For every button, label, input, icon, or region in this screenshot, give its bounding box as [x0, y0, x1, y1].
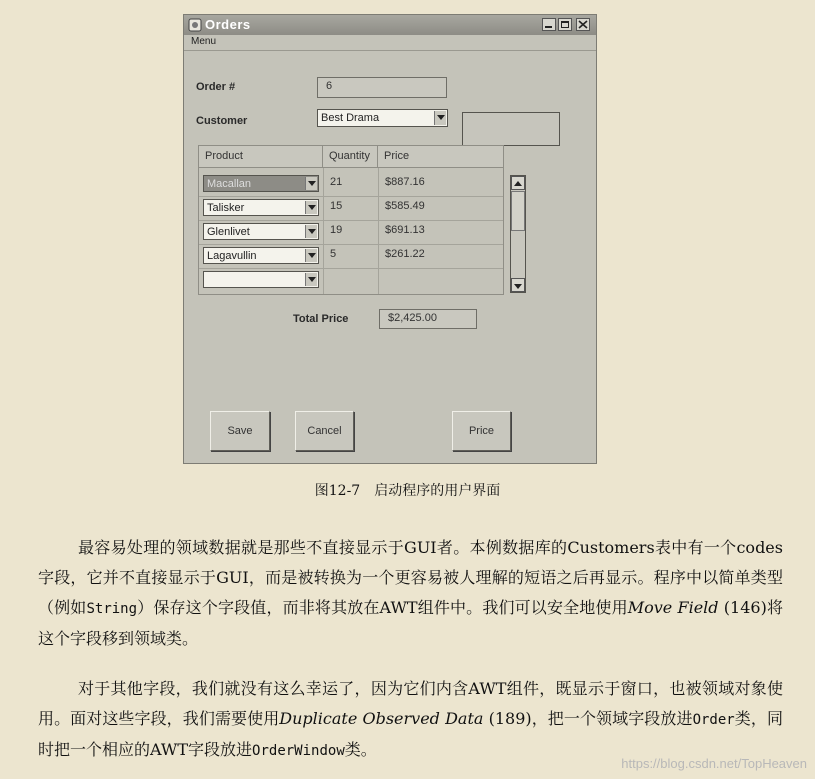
window-title: Orders [205, 17, 251, 32]
chevron-down-icon[interactable] [434, 111, 446, 125]
order-lines-table [198, 145, 504, 295]
orders-window [183, 14, 597, 464]
product-value: Talisker [207, 202, 245, 214]
table-row[interactable] [199, 268, 503, 292]
column-header-price[interactable]: Price [378, 146, 503, 168]
p2-code-1: Order [692, 712, 735, 728]
quantity-cell[interactable]: 19 [330, 224, 343, 236]
title-bar[interactable] [184, 15, 596, 35]
quantity-cell[interactable]: 5 [330, 248, 337, 260]
column-header-product[interactable]: Product [199, 146, 323, 168]
customer-value: Best Drama [321, 112, 380, 124]
p2-code-2: OrderWindow [252, 743, 345, 759]
customer-label: Customer [196, 115, 248, 127]
p2-text-d: 类。 [344, 740, 377, 759]
product-combo[interactable] [203, 271, 319, 288]
app-icon [188, 18, 202, 32]
scrollbar-thumb[interactable] [511, 191, 525, 231]
chevron-down-icon[interactable] [305, 201, 317, 214]
figure-caption: 图12-7 启动程序的用户界面 [314, 483, 501, 499]
quantity-cell[interactable]: 15 [330, 200, 343, 212]
scroll-down-icon[interactable] [511, 278, 525, 292]
order-number-label: Order # [196, 81, 236, 93]
chevron-down-icon[interactable] [305, 249, 317, 262]
p2-text-a: 对于其他字段，我们就没有这么幸运了，因为它们内含AWT组件，既显示于窗口，也被领域对象使用。面对这些字段，我们需要使用 [38, 679, 783, 728]
total-price-label: Total Price [293, 313, 349, 325]
chevron-down-icon[interactable] [305, 225, 317, 238]
minimize-button[interactable] [542, 18, 556, 31]
product-combo[interactable] [203, 175, 319, 192]
watermark: https://blog.csdn.net/TopHeaven [621, 756, 807, 771]
table-row[interactable] [199, 220, 503, 245]
price-button[interactable]: Price [452, 411, 511, 451]
chevron-down-icon[interactable] [305, 177, 317, 190]
maximize-button[interactable] [558, 18, 572, 31]
chevron-down-icon[interactable] [305, 273, 317, 286]
column-header-quantity[interactable]: Quantity [323, 146, 378, 168]
quantity-cell[interactable]: 21 [330, 176, 343, 188]
price-cell[interactable]: $585.49 [385, 200, 425, 212]
product-combo[interactable] [203, 247, 319, 264]
p2-text-b: (189)，把一个领域字段放进 [483, 709, 693, 728]
save-button[interactable]: Save [210, 411, 270, 451]
p2-emphasis: Duplicate Observed Data [279, 709, 484, 728]
price-cell[interactable]: $691.13 [385, 224, 425, 236]
cancel-button[interactable]: Cancel [295, 411, 354, 451]
table-row[interactable] [199, 172, 503, 197]
price-cell[interactable]: $261.22 [385, 248, 425, 260]
product-value: Glenlivet [207, 226, 250, 238]
total-price-field[interactable]: $2,425.00 [379, 309, 477, 329]
p1-emphasis: Move Field [627, 598, 719, 617]
column-divider [323, 168, 324, 294]
product-combo[interactable] [203, 199, 319, 216]
scroll-up-icon[interactable] [511, 176, 525, 190]
price-cell[interactable] [380, 268, 390, 292]
paragraph-2 [38, 674, 783, 766]
price-cell[interactable]: $887.16 [385, 176, 425, 188]
p1-text-a: 最容易处理的领域数据就是那些不直接显示于GUI者。本例数据库的Customers表中有一个codes字段，它并不直接显示于GUI，而是被转换为一个更容易被人理解的短语之后再显示。程序中以简单类型（例如 [38, 538, 783, 617]
quantity-cell[interactable] [325, 268, 335, 292]
customer-combo[interactable] [317, 109, 448, 127]
p1-code: String [86, 601, 138, 617]
order-number-field[interactable]: 6 [317, 77, 447, 98]
paragraph-1 [38, 533, 783, 654]
product-value: Macallan [207, 178, 252, 190]
product-value: Lagavullin [207, 250, 257, 262]
menu-item[interactable]: Menu [191, 36, 217, 47]
close-button[interactable] [576, 18, 590, 31]
table-row[interactable] [199, 244, 503, 269]
table-scrollbar[interactable] [510, 175, 526, 293]
table-row[interactable] [199, 196, 503, 221]
customer-detail-box [462, 112, 560, 146]
p1-text-c: (146)将这个字段移到领域类。 [38, 598, 783, 648]
product-combo[interactable] [203, 223, 319, 240]
p1-text-b: ）保存这个字段值，而非将其放在AWT组件中。我们可以安全地使用 [137, 598, 628, 617]
column-divider [378, 168, 379, 294]
menu-bar [184, 35, 596, 51]
p2-text-c: 类，同时把一个相应的AWT字段放进 [38, 709, 783, 759]
